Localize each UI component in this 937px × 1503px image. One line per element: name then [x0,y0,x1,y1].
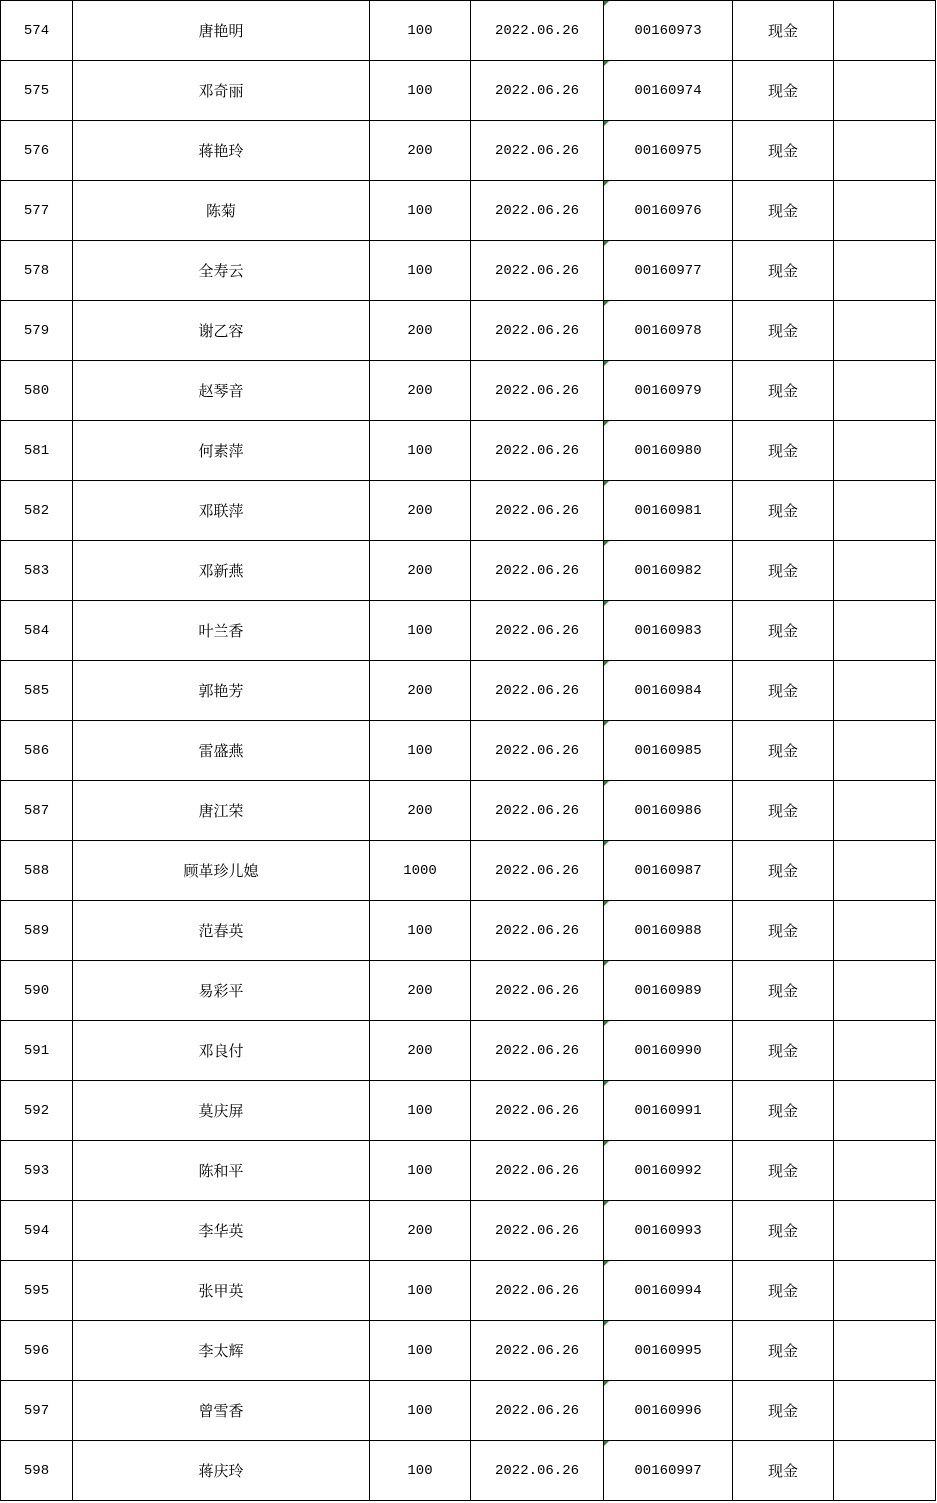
receipt-number-cell [604,1321,733,1381]
row-number-cell: 587 [1,781,73,841]
receipt-number-cell [604,901,733,961]
donor-name-cell: 邓新燕 [73,541,370,601]
cell-indicator-icon [604,301,609,306]
receipt-number-cell [604,481,733,541]
cell-indicator-icon [604,481,609,486]
amount-cell: 100 [370,1321,471,1381]
receipt-number-text: 00160973 [634,22,702,39]
cell-indicator-icon [604,1021,609,1026]
amount-cell: 100 [370,1141,471,1201]
table-row [1,1081,936,1141]
row-number-cell: 590 [1,961,73,1021]
remark-cell [834,781,936,841]
receipt-number-cell [604,61,733,121]
payment-method-cell: 现金 [733,961,834,1021]
amount-cell: 200 [370,961,471,1021]
receipt-number-cell [604,1021,733,1081]
table-row [1,1261,936,1321]
remark-cell [834,661,936,721]
receipt-number-cell [604,1381,733,1441]
cell-indicator-icon [604,961,609,966]
table-row [1,1321,936,1381]
payment-method-cell: 现金 [733,1141,834,1201]
remark-cell [834,421,936,481]
row-number-cell: 579 [1,301,73,361]
row-number-cell: 584 [1,601,73,661]
table-row [1,421,936,481]
remark-cell [834,301,936,361]
amount-cell: 200 [370,121,471,181]
amount-cell: 100 [370,601,471,661]
row-number-cell: 598 [1,1441,73,1501]
amount-cell: 100 [370,1,471,61]
row-number-cell: 581 [1,421,73,481]
date-cell: 2022.06.26 [471,721,604,781]
receipt-number-text: 00160981 [634,502,702,519]
donor-name-cell: 莫庆屏 [73,1081,370,1141]
receipt-number-text: 00160986 [634,802,702,819]
amount-cell: 100 [370,1381,471,1441]
remark-cell [834,1081,936,1141]
table-row [1,121,936,181]
table-row [1,181,936,241]
remark-cell [834,721,936,781]
cell-indicator-icon [604,1081,609,1086]
date-cell: 2022.06.26 [471,781,604,841]
receipt-number-cell [604,121,733,181]
amount-cell: 100 [370,181,471,241]
donor-name-cell: 叶兰香 [73,601,370,661]
donor-name-cell: 雷盛燕 [73,721,370,781]
cell-indicator-icon [604,721,609,726]
payment-method-cell: 现金 [733,1321,834,1381]
receipt-number-text: 00160997 [634,1462,702,1479]
row-number-cell: 586 [1,721,73,781]
remark-cell [834,1201,936,1261]
row-number-cell: 578 [1,241,73,301]
cell-indicator-icon [604,841,609,846]
row-number-cell: 588 [1,841,73,901]
payment-method-cell: 现金 [733,661,834,721]
donor-name-cell: 谢乙容 [73,301,370,361]
cell-indicator-icon [604,241,609,246]
cell-indicator-icon [604,61,609,66]
payment-method-cell: 现金 [733,1021,834,1081]
receipt-number-text: 00160989 [634,982,702,999]
receipt-number-cell [604,181,733,241]
date-cell: 2022.06.26 [471,601,604,661]
receipt-number-cell [604,1081,733,1141]
table-row [1,1,936,61]
date-cell: 2022.06.26 [471,961,604,1021]
donor-name-cell: 蒋艳玲 [73,121,370,181]
table-row [1,1021,936,1081]
row-number-cell: 593 [1,1141,73,1201]
cell-indicator-icon [604,661,609,666]
date-cell: 2022.06.26 [471,841,604,901]
donor-name-cell: 邓良付 [73,1021,370,1081]
amount-cell: 200 [370,301,471,361]
receipt-number-text: 00160993 [634,1222,702,1239]
amount-cell: 1000 [370,841,471,901]
amount-cell: 200 [370,541,471,601]
payment-method-cell: 现金 [733,781,834,841]
amount-cell: 100 [370,61,471,121]
row-number-cell: 576 [1,121,73,181]
amount-cell: 200 [370,481,471,541]
payment-method-cell: 现金 [733,61,834,121]
table-row [1,1381,936,1441]
date-cell: 2022.06.26 [471,181,604,241]
receipt-number-cell [604,1,733,61]
cell-indicator-icon [604,1201,609,1206]
donor-name-cell: 何素萍 [73,421,370,481]
amount-cell: 100 [370,241,471,301]
amount-cell: 100 [370,1081,471,1141]
receipt-number-cell [604,661,733,721]
date-cell: 2022.06.26 [471,1081,604,1141]
remark-cell [834,61,936,121]
row-number-cell: 594 [1,1201,73,1261]
row-number-cell: 580 [1,361,73,421]
payment-method-cell: 现金 [733,841,834,901]
donor-name-cell: 李华英 [73,1201,370,1261]
remark-cell [834,901,936,961]
remark-cell [834,961,936,1021]
receipt-number-text: 00160988 [634,922,702,939]
remark-cell [834,1,936,61]
cell-indicator-icon [604,901,609,906]
donor-name-cell: 陈和平 [73,1141,370,1201]
cell-indicator-icon [604,1321,609,1326]
payment-method-cell: 现金 [733,241,834,301]
cell-indicator-icon [604,361,609,366]
cell-indicator-icon [604,1441,609,1446]
receipt-number-cell [604,841,733,901]
date-cell: 2022.06.26 [471,481,604,541]
receipt-number-text: 00160980 [634,442,702,459]
receipt-number-cell [604,241,733,301]
payment-method-cell: 现金 [733,361,834,421]
donor-name-cell: 范春英 [73,901,370,961]
receipt-number-text: 00160978 [634,322,702,339]
remark-cell [834,481,936,541]
row-number-cell: 577 [1,181,73,241]
date-cell: 2022.06.26 [471,1381,604,1441]
cell-indicator-icon [604,1261,609,1266]
row-number-cell: 575 [1,61,73,121]
receipt-number-cell [604,541,733,601]
payment-method-cell: 现金 [733,121,834,181]
date-cell: 2022.06.26 [471,1261,604,1321]
amount-cell: 100 [370,421,471,481]
amount-cell: 100 [370,901,471,961]
remark-cell [834,181,936,241]
receipt-number-text: 00160994 [634,1282,702,1299]
date-cell: 2022.06.26 [471,301,604,361]
donor-name-cell: 赵琴音 [73,361,370,421]
date-cell: 2022.06.26 [471,901,604,961]
remark-cell [834,1021,936,1081]
cell-indicator-icon [604,1141,609,1146]
cell-indicator-icon [604,121,609,126]
receipt-number-text: 00160992 [634,1162,702,1179]
payment-method-cell: 现金 [733,421,834,481]
payment-method-cell: 现金 [733,541,834,601]
remark-cell [834,541,936,601]
table-row [1,1201,936,1261]
payment-method-cell: 现金 [733,1,834,61]
payment-method-cell: 现金 [733,1381,834,1441]
remark-cell [834,841,936,901]
payment-method-cell: 现金 [733,1261,834,1321]
cell-indicator-icon [604,781,609,786]
donor-name-cell: 顾革珍儿媳 [73,841,370,901]
date-cell: 2022.06.26 [471,241,604,301]
table-row [1,1141,936,1201]
table-row [1,781,936,841]
cell-indicator-icon [604,1381,609,1386]
receipt-number-cell [604,421,733,481]
date-cell: 2022.06.26 [471,421,604,481]
row-number-cell: 589 [1,901,73,961]
table-row [1,961,936,1021]
table-row [1,841,936,901]
date-cell: 2022.06.26 [471,361,604,421]
receipt-number-text: 00160974 [634,82,702,99]
receipt-number-cell [604,601,733,661]
receipt-number-cell [604,361,733,421]
remark-cell [834,1381,936,1441]
donor-name-cell: 易彩平 [73,961,370,1021]
table-row [1,241,936,301]
receipt-number-cell [604,1201,733,1261]
table-row [1,481,936,541]
receipt-number-text: 00160979 [634,382,702,399]
remark-cell [834,121,936,181]
row-number-cell: 574 [1,1,73,61]
table-row [1,901,936,961]
donor-name-cell: 邓奇丽 [73,61,370,121]
donor-name-cell: 郭艳芳 [73,661,370,721]
receipt-number-text: 00160991 [634,1102,702,1119]
cell-indicator-icon [604,541,609,546]
table-row [1,301,936,361]
payment-method-cell: 现金 [733,721,834,781]
amount-cell: 200 [370,1021,471,1081]
receipt-number-text: 00160977 [634,262,702,279]
cell-indicator-icon [604,1,609,6]
remark-cell [834,361,936,421]
donor-name-cell: 邓联萍 [73,481,370,541]
donor-name-cell: 陈菊 [73,181,370,241]
ledger-body [1,1,936,1501]
row-number-cell: 592 [1,1081,73,1141]
row-number-cell: 597 [1,1381,73,1441]
row-number-cell: 583 [1,541,73,601]
donor-name-cell: 全寿云 [73,241,370,301]
date-cell: 2022.06.26 [471,1141,604,1201]
receipt-number-text: 00160985 [634,742,702,759]
date-cell: 2022.06.26 [471,121,604,181]
payment-method-cell: 现金 [733,601,834,661]
payment-method-cell: 现金 [733,1081,834,1141]
remark-cell [834,241,936,301]
date-cell: 2022.06.26 [471,541,604,601]
date-cell: 2022.06.26 [471,1021,604,1081]
receipt-number-cell [604,1441,733,1501]
date-cell: 2022.06.26 [471,1441,604,1501]
amount-cell: 200 [370,781,471,841]
payment-method-cell: 现金 [733,1201,834,1261]
amount-cell: 200 [370,661,471,721]
date-cell: 2022.06.26 [471,1201,604,1261]
donor-name-cell: 李太辉 [73,1321,370,1381]
table-row [1,601,936,661]
row-number-cell: 596 [1,1321,73,1381]
date-cell: 2022.06.26 [471,1,604,61]
receipt-number-text: 00160983 [634,622,702,639]
payment-method-cell: 现金 [733,481,834,541]
receipt-number-cell [604,1141,733,1201]
donor-name-cell: 曾雪香 [73,1381,370,1441]
row-number-cell: 582 [1,481,73,541]
receipt-number-text: 00160990 [634,1042,702,1059]
receipt-number-cell [604,301,733,361]
receipt-number-text: 00160982 [634,562,702,579]
row-number-cell: 585 [1,661,73,721]
receipt-number-cell [604,1261,733,1321]
receipt-number-text: 00160976 [634,202,702,219]
receipt-number-text: 00160995 [634,1342,702,1359]
cell-indicator-icon [604,601,609,606]
date-cell: 2022.06.26 [471,661,604,721]
receipt-number-text: 00160975 [634,142,702,159]
payment-method-cell: 现金 [733,301,834,361]
row-number-cell: 595 [1,1261,73,1321]
date-cell: 2022.06.26 [471,61,604,121]
remark-cell [834,1321,936,1381]
remark-cell [834,601,936,661]
cell-indicator-icon [604,421,609,426]
payment-method-cell: 现金 [733,181,834,241]
table-row [1,541,936,601]
amount-cell: 200 [370,1201,471,1261]
date-cell: 2022.06.26 [471,1321,604,1381]
receipt-number-text: 00160984 [634,682,702,699]
table-row [1,721,936,781]
table-row [1,661,936,721]
payment-method-cell: 现金 [733,1441,834,1501]
donor-name-cell: 蒋庆玲 [73,1441,370,1501]
table-row [1,361,936,421]
remark-cell [834,1261,936,1321]
payment-method-cell: 现金 [733,901,834,961]
receipt-number-cell [604,721,733,781]
amount-cell: 100 [370,1261,471,1321]
receipt-number-text: 00160996 [634,1402,702,1419]
donor-name-cell: 唐艳明 [73,1,370,61]
remark-cell [834,1141,936,1201]
cell-indicator-icon [604,181,609,186]
row-number-cell: 591 [1,1021,73,1081]
receipt-number-cell [604,781,733,841]
amount-cell: 100 [370,721,471,781]
donor-name-cell: 唐江荣 [73,781,370,841]
receipt-number-cell [604,961,733,1021]
table-row [1,61,936,121]
donor-name-cell: 张甲英 [73,1261,370,1321]
receipt-number-text: 00160987 [634,862,702,879]
table-row [1,1441,936,1501]
amount-cell: 100 [370,1441,471,1501]
amount-cell: 200 [370,361,471,421]
remark-cell [834,1441,936,1501]
